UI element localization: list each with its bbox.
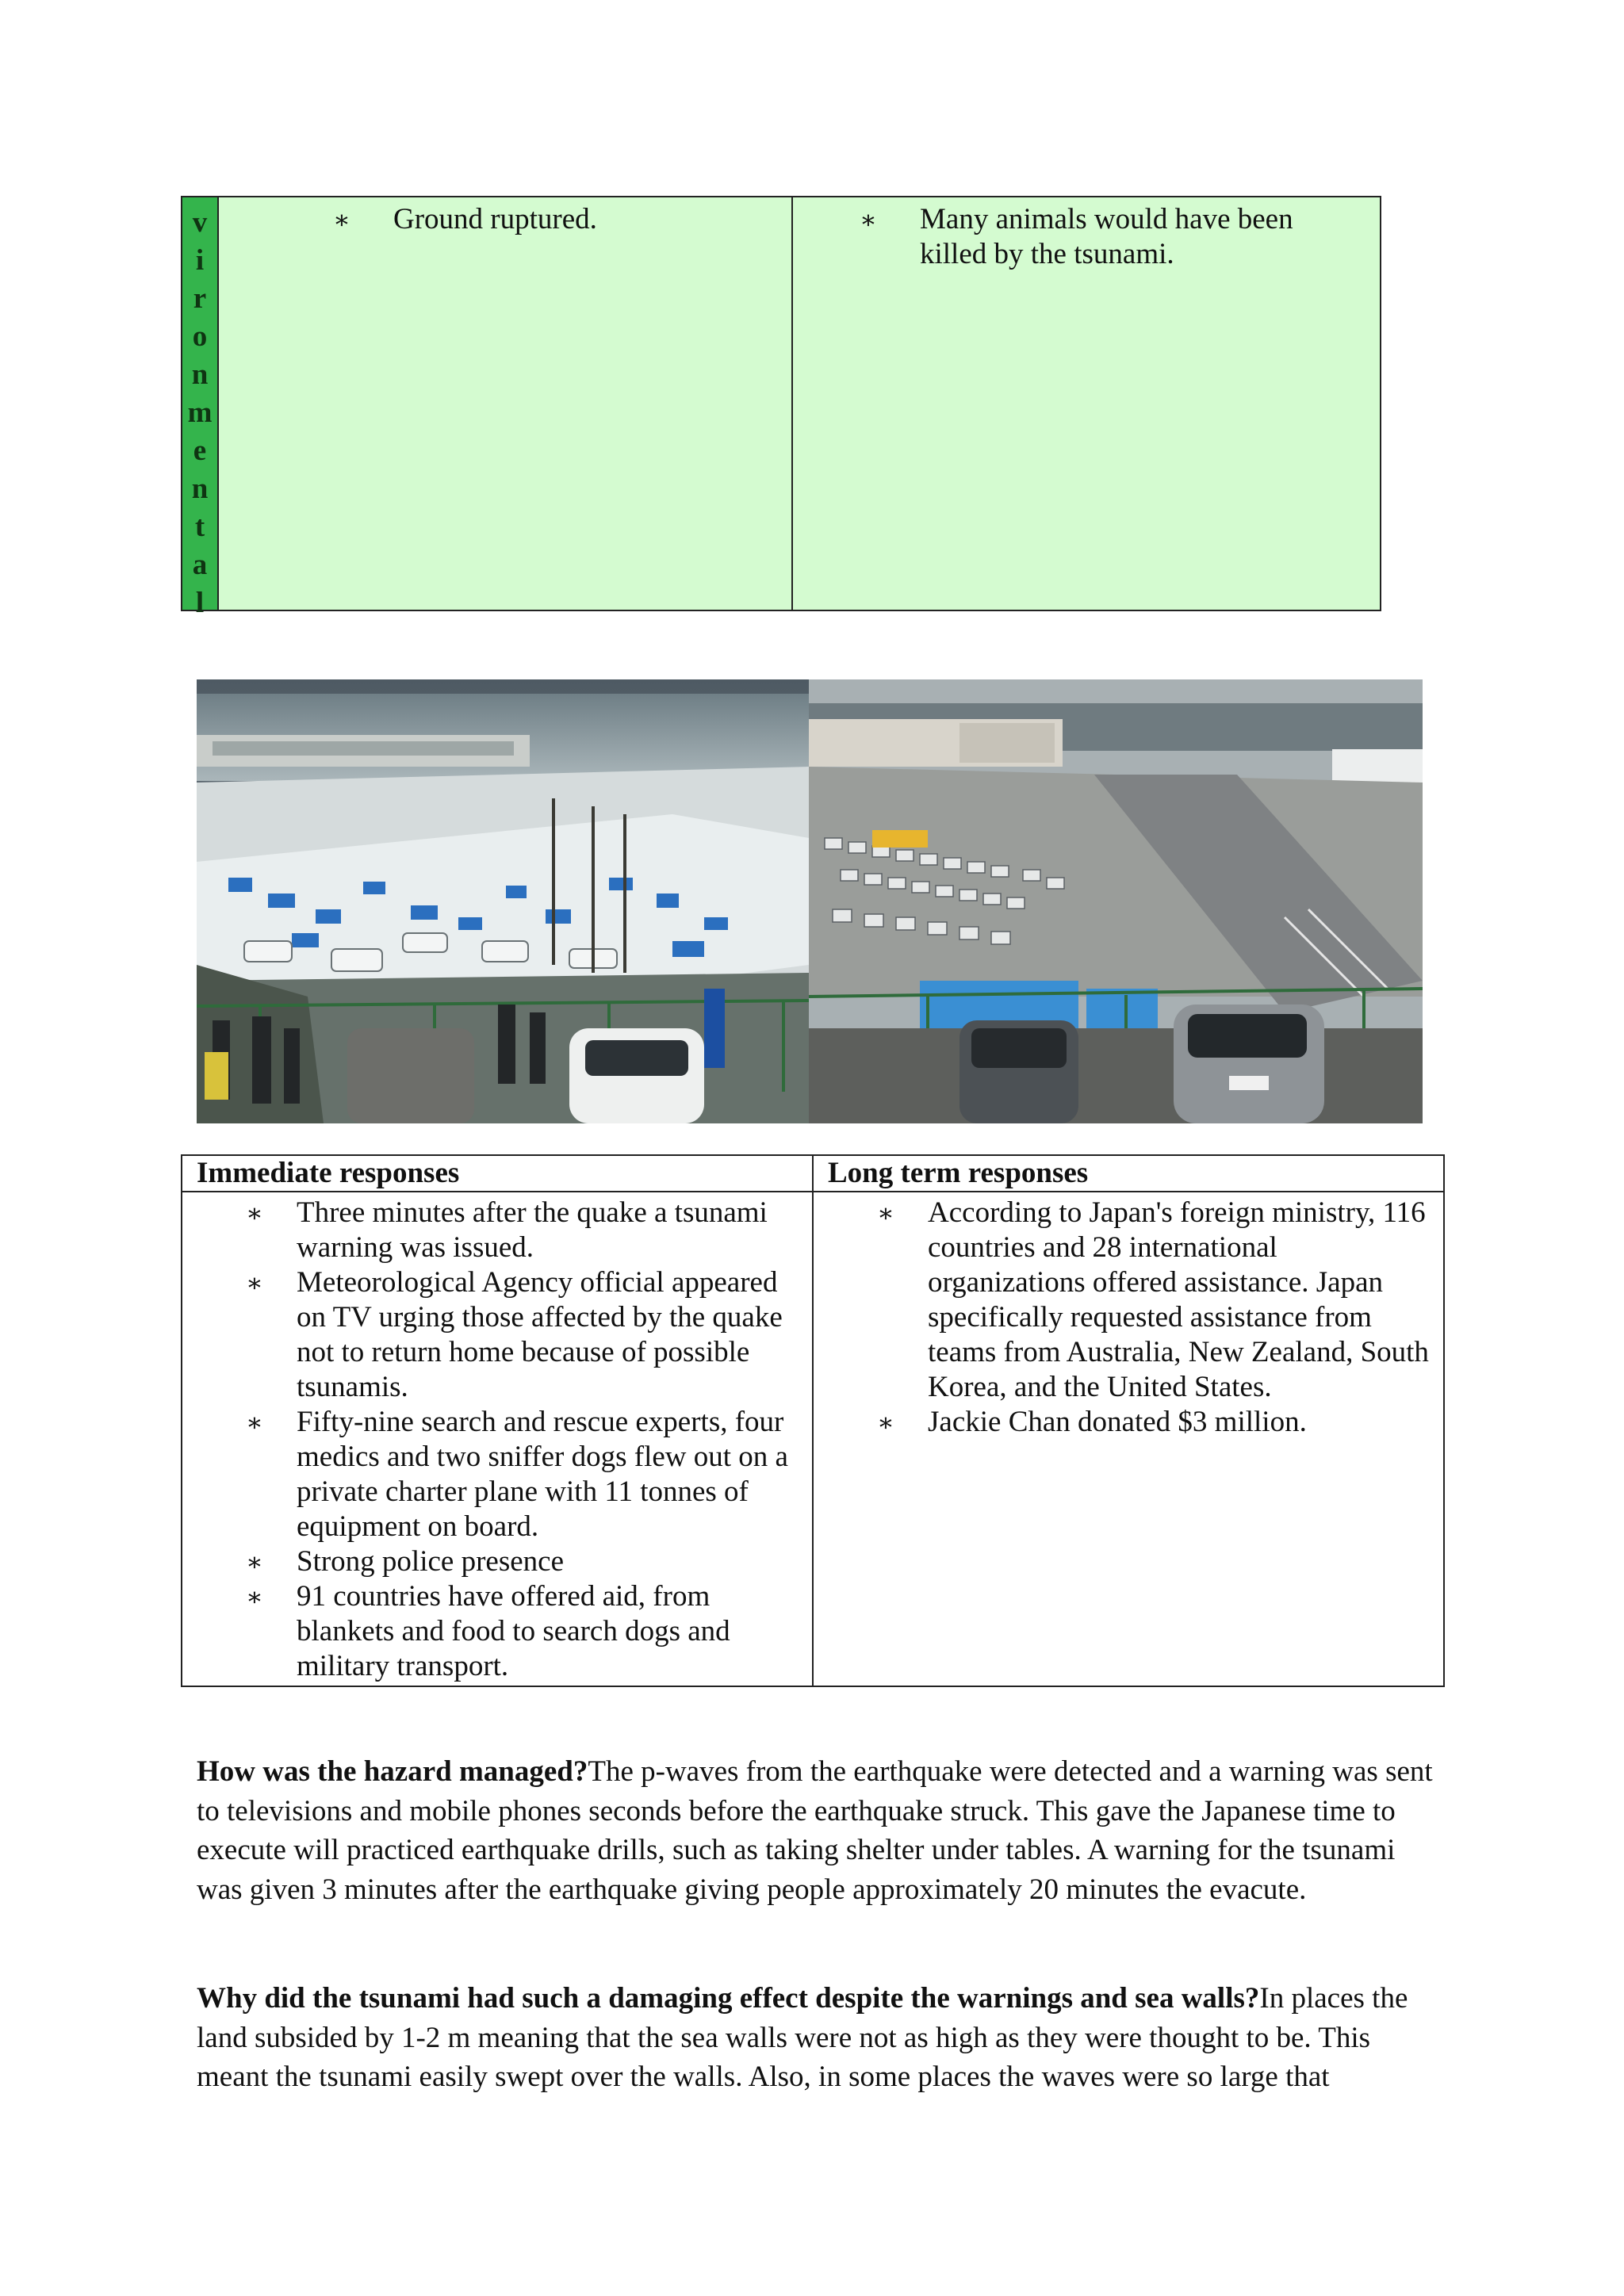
- list-item: [182, 1579, 812, 1684]
- list-item: [182, 1544, 812, 1579]
- effect-text: Ground ruptured.: [393, 203, 597, 235]
- post-tsunami-port-photo: [809, 679, 1423, 1123]
- list-item: [809, 202, 1364, 272]
- bullet-icon: ∗: [246, 1582, 263, 1611]
- label-letter: v: [192, 206, 208, 239]
- photo-image: [809, 679, 1423, 1123]
- tsunami-damage-paragraph: [197, 1979, 1434, 2097]
- hazard-management-heading: How was the hazard managed?: [197, 1755, 588, 1788]
- responses-table: [181, 1154, 1445, 1687]
- list-item: [182, 1405, 812, 1544]
- list-item: [235, 202, 776, 237]
- responses-table-body: [182, 1192, 1443, 1686]
- label-letter: l: [195, 587, 205, 619]
- tsunami-damage-heading: Why did the tsunami had such a damaging effect despite the warnings and sea walls?: [197, 1982, 1260, 2015]
- photo-image: [197, 679, 809, 1123]
- hazard-management-text: The p-waves from the earthquake were detected and a warning was sent to televisions and mobile phones seconds before the earthquake struck. This gave the Japanese time to execute will practiced earthquake drills, such as taking shelter under tables. A warning for the tsunami was given 3 minutes after the earthquake giving people approximately 20 minutes the evacute.: [197, 1755, 1433, 1906]
- label-letter: n: [191, 473, 209, 505]
- list-item: [182, 1196, 812, 1265]
- label-letter: m: [187, 396, 213, 429]
- secondary-effects-cell: [793, 197, 1380, 610]
- response-text: Strong police presence: [297, 1545, 564, 1578]
- list-item: [814, 1405, 1443, 1440]
- photo-comparison: [197, 679, 1423, 1123]
- long-term-responses-header: Long term responses: [828, 1157, 1089, 1189]
- response-text: Meteorological Agency official appeared on TV urging those affected by the quake not to return home because of possible tsunamis.: [297, 1266, 783, 1403]
- hazard-management-paragraph: [197, 1752, 1434, 1909]
- response-text: Fifty-nine search and rescue experts, four medics and two sniffer dogs flew out on a private charter plane with 11 tonnes of equipment on board.: [297, 1406, 788, 1543]
- list-item: [182, 1265, 812, 1405]
- bullet-icon: ∗: [877, 1199, 894, 1227]
- immediate-responses-header: Immediate responses: [182, 1156, 814, 1191]
- bullet-icon: ∗: [860, 205, 877, 234]
- bullet-icon: ∗: [246, 1548, 263, 1576]
- response-text: According to Japan's foreign ministry, 116 countries and 28 international organizations offered assistance. Japan specifically requested assistance from teams from Australia, New Zealand, South Korea, and the United States.: [928, 1196, 1429, 1403]
- primary-effects-cell: [219, 197, 793, 610]
- list-item: [814, 1196, 1443, 1405]
- response-text: Three minutes after the quake a tsunami warning was issued.: [297, 1196, 768, 1264]
- tsunami-flooding-photo: [197, 679, 809, 1123]
- bullet-icon: ∗: [246, 1408, 263, 1437]
- label-letter: t: [194, 511, 205, 543]
- environmental-effects-table: [181, 196, 1381, 619]
- effect-text: Many animals would have been killed by the tsunami.: [920, 203, 1293, 270]
- immediate-responses-list: [182, 1192, 814, 1686]
- bullet-icon: ∗: [246, 1269, 263, 1297]
- long-term-responses-list: [814, 1192, 1443, 1686]
- label-letter: a: [192, 549, 208, 581]
- responses-table-header: [182, 1156, 1443, 1192]
- label-letter: e: [193, 434, 207, 467]
- label-letter: i: [195, 244, 205, 277]
- label-letter: n: [191, 358, 209, 391]
- label-letter: o: [192, 320, 208, 353]
- label-letter: r: [193, 282, 207, 315]
- environmental-row-label: [182, 197, 219, 619]
- bullet-icon: ∗: [877, 1408, 894, 1437]
- bullet-icon: ∗: [246, 1199, 263, 1227]
- response-text: Jackie Chan donated $3 million.: [928, 1406, 1307, 1438]
- bullet-icon: ∗: [333, 205, 350, 234]
- response-text: 91 countries have offered aid, from blankets and food to search dogs and military transport.: [297, 1580, 730, 1682]
- tsunami-damage-text: In places the land subsided by 1-2 m meaning that the sea walls were not as high as they were thought to be. This meant the tsunami easily swept over the walls. Also, in some places the waves were so large that: [197, 1982, 1408, 2093]
